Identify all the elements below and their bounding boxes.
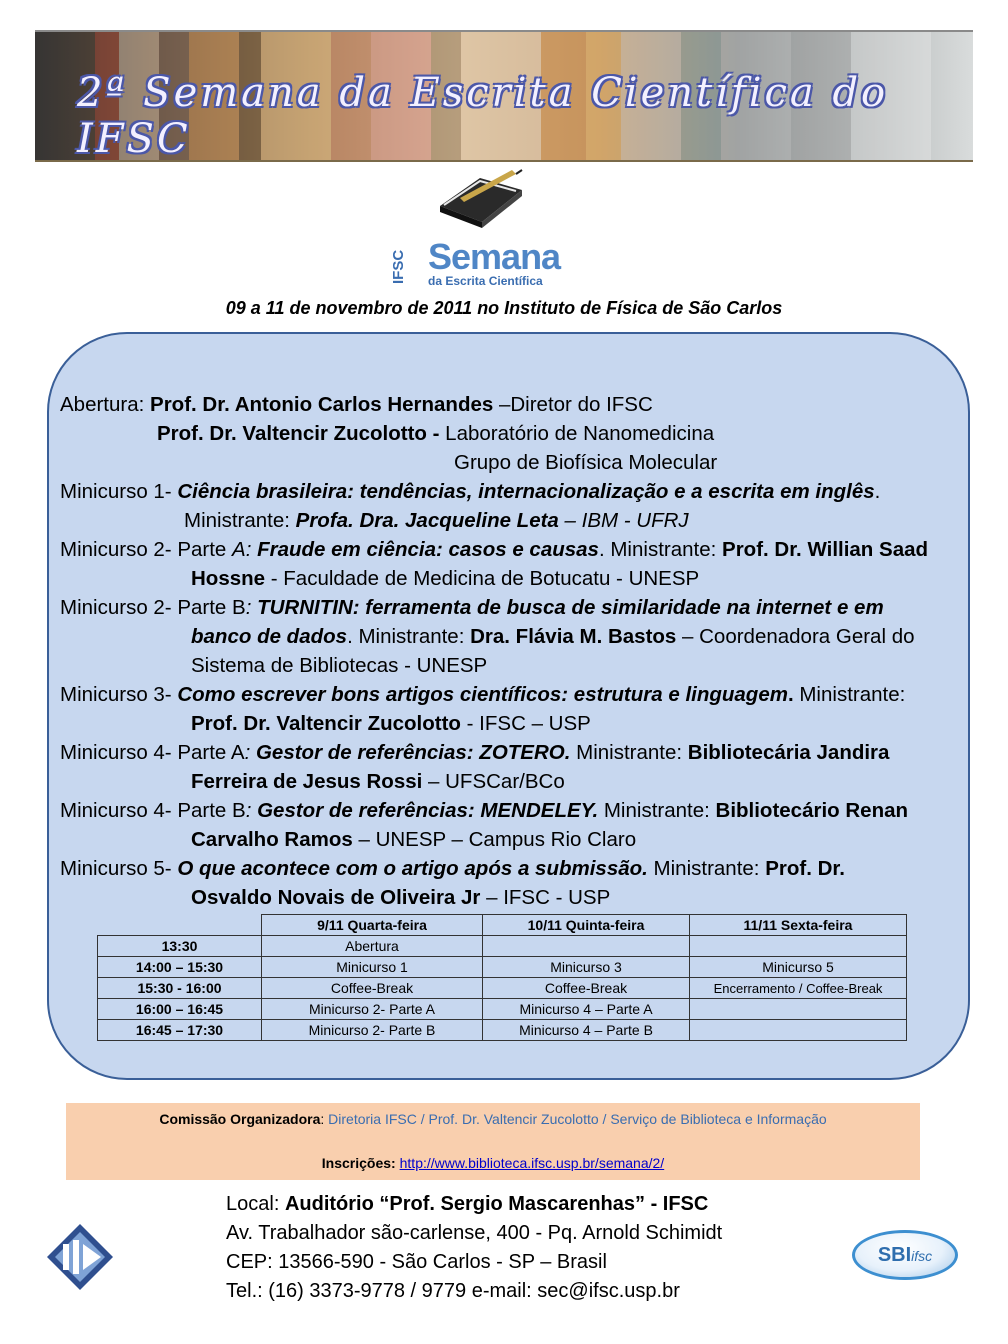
event-logo xyxy=(390,168,580,293)
table-row xyxy=(98,936,907,957)
program-line: Sistema de Bibliotecas - UNESP xyxy=(191,654,488,677)
column-header: 9/11 Quarta-feira xyxy=(262,915,483,936)
program-line: Minicurso 4- Parte B: Gestor de referências: MENDELEY. Ministrante: Bibliotecário Renan xyxy=(60,799,909,822)
program-line: Minicurso 2- Parte B: TURNITIN: ferramenta de busca de similaridade na internet e em xyxy=(60,596,884,619)
header-banner xyxy=(35,30,973,162)
program-line: Minicurso 4- Parte A: Gestor de referências: ZOTERO. Ministrante: Bibliotecária Jandira xyxy=(60,741,890,764)
table-cell: Encerramento / Coffee-Break xyxy=(690,978,907,999)
program-line: Prof. Dr. Valtencir Zucolotto - IFSC – USP xyxy=(191,712,591,735)
table-cell: Minicurso 1 xyxy=(262,957,483,978)
logo-main-text: Semana xyxy=(428,236,561,277)
time-cell: 16:45 – 17:30 xyxy=(98,1020,262,1041)
table-row xyxy=(98,999,907,1020)
column-header: 11/11 Sexta-feira xyxy=(690,915,907,936)
location-block xyxy=(226,1190,722,1306)
table-cell xyxy=(483,936,690,957)
program-line: Ferreira de Jesus Rossi – UFSCar/BCo xyxy=(191,770,565,793)
address-line: Av. Trabalhador são-carlense, 400 - Pq. Arnold Schimidt xyxy=(226,1222,723,1244)
table-cell: Minicurso 2- Parte B xyxy=(262,1020,483,1041)
organizers-box xyxy=(66,1103,920,1180)
registration-line: Inscrições: http://www.biblioteca.ifsc.usp.br/semana/2/ xyxy=(321,1155,665,1171)
banner-title: 2ª Semana da Escrita Científica do IFSC xyxy=(77,70,889,162)
organizers-line: Comissão Organizadora: Diretoria IFSC / Prof. Dr. Valtencir Zucolotto / Serviço de Biblioteca e Informação xyxy=(159,1111,827,1127)
table-cell: Coffee-Break xyxy=(483,978,690,999)
time-cell: 16:00 – 16:45 xyxy=(98,999,262,1020)
table-cell xyxy=(690,1020,907,1041)
table-row xyxy=(98,957,907,978)
table-cell: Minicurso 4 – Parte A xyxy=(483,999,690,1020)
table-header-row xyxy=(98,915,907,936)
table-cell: Minicurso 3 xyxy=(483,957,690,978)
ifsc-emblem-icon xyxy=(45,1222,115,1292)
program-line: Minicurso 3- Como escrever bons artigos científicos: estrutura e linguagem. Ministrante: xyxy=(60,683,906,706)
program-line: Hossne - Faculdade de Medicina de Botucatu - UNESP xyxy=(191,567,700,590)
table-cell: Abertura xyxy=(262,936,483,957)
table-cell: Minicurso 4 – Parte B xyxy=(483,1020,690,1041)
program-line: Abertura: Prof. Dr. Antonio Carlos Hernandes –Diretor do IFSC xyxy=(60,393,653,416)
program-line: banco de dados. Ministrante: Dra. Flávia M. Bastos – Coordenadora Geral do xyxy=(191,625,915,648)
table-corner xyxy=(98,915,262,936)
program-line: Osvaldo Novais de Oliveira Jr – IFSC - USP xyxy=(191,886,611,909)
program-line: Ministrante: Profa. Dra. Jacqueline Leta – IBM - UFRJ xyxy=(184,509,689,532)
time-cell: 14:00 – 15:30 xyxy=(98,957,262,978)
book-pen-icon xyxy=(430,168,530,230)
time-cell: 13:30 xyxy=(98,936,262,957)
registration-link[interactable]: http://www.biblioteca.ifsc.usp.br/semana/2/ xyxy=(399,1155,665,1171)
table-cell: Coffee-Break xyxy=(262,978,483,999)
logo-vertical-text: IFSC xyxy=(390,249,407,284)
contact-line: Tel.: (16) 3373-9778 / 9779 e-mail: sec@ifsc.usp.br xyxy=(226,1280,680,1302)
table-row xyxy=(98,978,907,999)
program-line: Minicurso 5- O que acontece com o artigo após a submissão. Ministrante: Prof. Dr. xyxy=(60,857,845,880)
table-row xyxy=(98,1020,907,1041)
program-text xyxy=(60,390,965,912)
program-line: Minicurso 1- Ciência brasileira: tendências, internacionalização e a escrita em inglês. xyxy=(60,480,881,503)
program-line: Carvalho Ramos – UNESP – Campus Rio Claro xyxy=(191,828,637,851)
table-cell: Minicurso 5 xyxy=(690,957,907,978)
table-cell xyxy=(690,999,907,1020)
table-cell xyxy=(690,936,907,957)
schedule-table xyxy=(97,914,907,1041)
time-cell: 15:30 - 16:00 xyxy=(98,978,262,999)
program-line: Grupo de Biofísica Molecular xyxy=(454,451,718,474)
program-line: Prof. Dr. Valtencir Zucolotto - Laboratório de Nanomedicina xyxy=(157,422,715,445)
cep-line: CEP: 13566-590 - São Carlos - SP – Brasil xyxy=(226,1251,607,1273)
program-line: Minicurso 2- Parte A: Fraude em ciência: casos e causas. Ministrante: Prof. Dr. Willian Saad xyxy=(60,538,929,561)
column-header: 10/11 Quinta-feira xyxy=(483,915,690,936)
logo-subtitle: da Escrita Científica xyxy=(428,274,543,288)
table-cell: Minicurso 2- Parte A xyxy=(262,999,483,1020)
sbi-ifsc-logo: SBIifsc xyxy=(852,1230,958,1280)
venue-line: Local: Auditório “Prof. Sergio Mascarenhas” - IFSC xyxy=(226,1193,709,1215)
event-date-line: 09 a 11 de novembro de 2011 no Instituto de Física de São Carlos xyxy=(225,298,783,318)
